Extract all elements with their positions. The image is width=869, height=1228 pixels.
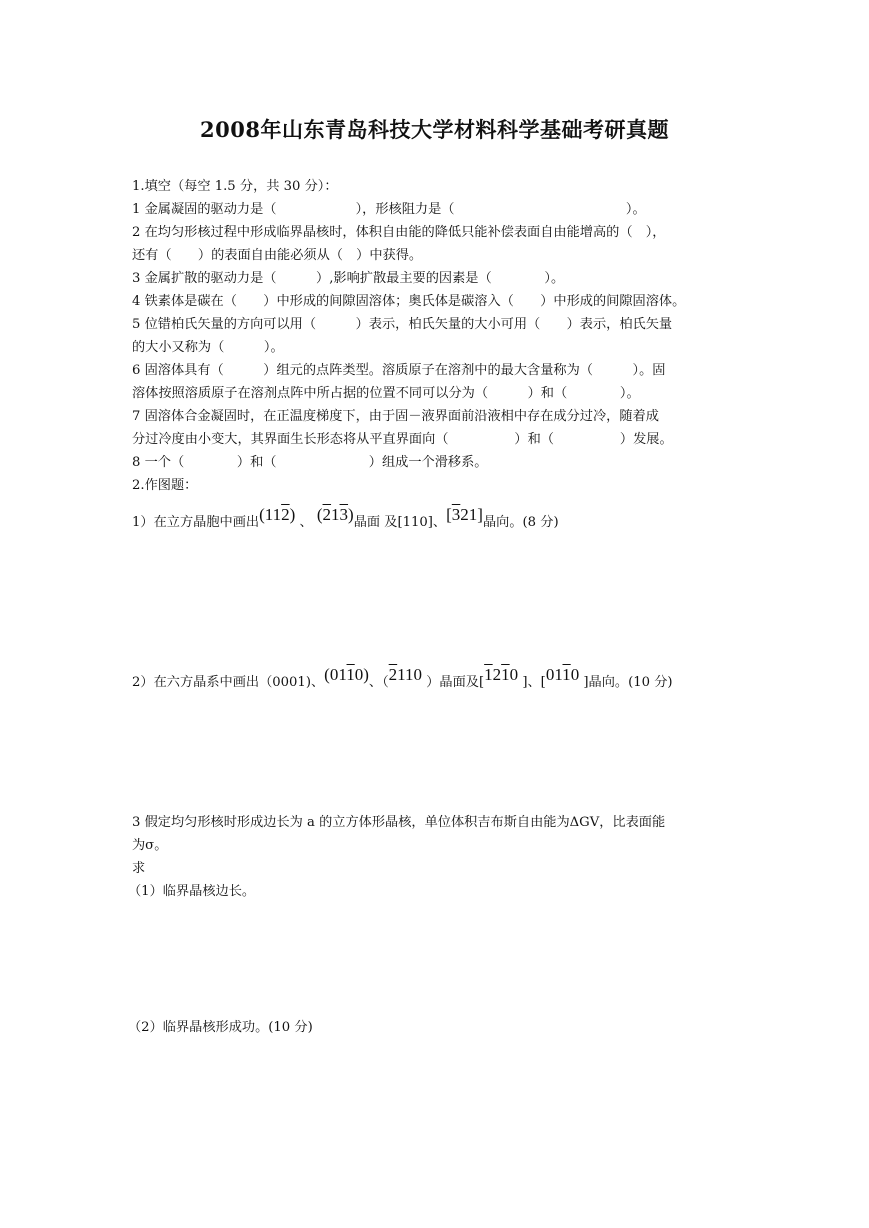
- miller-index-plane-213: (213): [316, 505, 354, 524]
- q2-suffix: ]晶向。(10 分): [579, 675, 673, 690]
- question-line: 6 固溶体具有（ ）组元的点阵类型。溶质原子在溶剂中的最大含量称为（ ）。固: [132, 363, 666, 378]
- question-3-part-1: （1）临界晶核边长。: [128, 884, 256, 899]
- q2-separator-1: 、（: [368, 675, 389, 690]
- question-3-line-2: 为σ。: [132, 838, 168, 853]
- q1-separator: 、: [299, 515, 313, 530]
- miller-bravais-direction-0110: 0110: [545, 665, 580, 684]
- section-2-heading: 2.作图题：: [132, 478, 198, 493]
- miller-bravais-plane-0110: (0110): [324, 665, 369, 684]
- miller-index-direction-321: [321]: [446, 505, 483, 524]
- question-line: 的大小又称为（ ）。: [132, 340, 284, 355]
- miller-index-plane-112: (112): [259, 505, 296, 524]
- page-title: 2008年山东青岛科技大学材料科学基础考研真题: [200, 117, 669, 142]
- question-3-part-2: （2）临界晶核形成功。(10 分): [128, 1020, 313, 1035]
- question-line: 溶体按照溶质原子在溶剂点阵中所占据的位置不同可以分为（ ）和（ ）。: [132, 386, 640, 401]
- question-line: 分过冷度由小变大，其界面生长形态将从平直界面向（ ）和（ ）发展。: [132, 432, 673, 447]
- q1-suffix: 晶向。(8 分): [482, 515, 559, 530]
- question-3-line-1: 3 假定均匀形核时形成边长为 a 的立方体形晶核，单位体积吉布斯自由能为ΔGV，比表面能: [132, 815, 666, 830]
- question-line: 4 铁素体是碳在（ ）中形成的间隙固溶体；奥氏体是碳溶入（ ）中形成的间隙固溶体。: [132, 294, 686, 309]
- question-line: 5 位错柏氏矢量的方向可以用（ ）表示，柏氏矢量的大小可用（ ）表示，柏氏矢量: [132, 317, 673, 332]
- question-line: 还有（ ）的表面自由能必须从（ ）中获得。: [132, 248, 423, 263]
- question-line: 2 在均匀形核过程中形成临界晶核时，体积自由能的降低只能补偿表面自由能增高的（ ），: [132, 225, 666, 240]
- drawing-question-2: [132, 665, 673, 691]
- section-1-heading: 1.填空（每空 1.5 分，共 30 分）：: [132, 179, 338, 194]
- miller-bravais-plane-2110: 2110: [388, 665, 423, 684]
- question-line: 3 金属扩散的驱动力是（ ）,影响扩散最主要的因素是（ ）。: [132, 271, 565, 286]
- q1-middle: 晶面 及[110]、: [353, 515, 447, 530]
- question-line: 7 固溶体合金凝固时，在正温度梯度下，由于固－液界面前沿液相中存在成分过冷，随着成: [132, 409, 659, 424]
- q2-separator-2: ]、[: [518, 675, 546, 690]
- question-3-ask: 求: [132, 861, 146, 876]
- question-line: 1 金属凝固的驱动力是（ ），形核阻力是（ ）。: [132, 202, 646, 217]
- q1-prefix: 1）在立方晶胞中画出: [132, 515, 260, 530]
- miller-bravais-direction-1210: 1210: [484, 665, 519, 684]
- drawing-question-1: [132, 505, 559, 531]
- question-line: 8 一个（ ）和（ ）组成一个滑移系。: [132, 455, 488, 470]
- q2-prefix: 2）在六方晶系中画出（0001)、: [132, 675, 325, 690]
- q2-middle: ）晶面及[: [422, 675, 485, 690]
